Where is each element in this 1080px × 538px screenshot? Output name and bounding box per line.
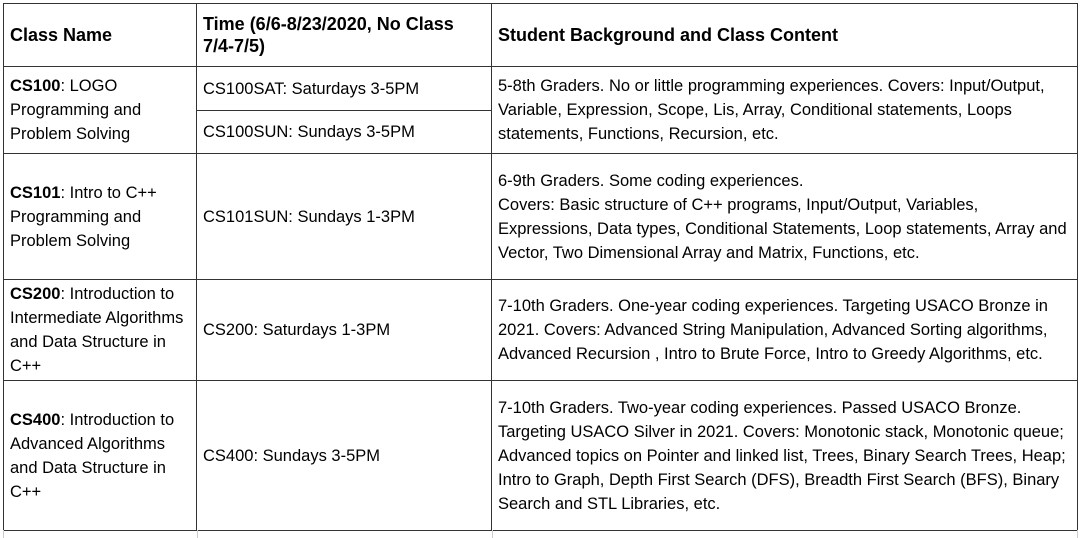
time-cell: CS100SUN: Sundays 3-5PM: [197, 111, 492, 154]
class-code: CS100: [10, 77, 61, 95]
class-code: CS101: [10, 183, 61, 202]
time-cell: CS400: Sundays 3-5PM: [197, 381, 492, 531]
content-cell: 5-8th Graders. No or little programming experiences. Covers: Input/Output, Variable, Expression, Scope, Lis, Array, Conditional statements, Loops statements, Functions, Recursion, etc.: [492, 67, 1078, 154]
gridline: [3, 530, 4, 538]
time-cell: CS101SUN: Sundays 1-3PM: [197, 154, 492, 280]
content-cell: 7-10th Graders. Two-year coding experiences. Passed USACO Bronze. Targeting USACO Silver in 2021. Covers: Monotonic stack, Monotonic queue; Advanced topics on Pointer and linked list, Trees, Binary Search Trees, Heap; Intro to Graph, Depth First Search (DFS), Breadth First Search (BFS), Binary Search and STL Libraries, etc.: [492, 381, 1078, 531]
gridline: [1077, 530, 1078, 538]
class-title: : Intro to C++ Programming and Problem Solving: [10, 183, 157, 250]
time-cell: CS200: Saturdays 1-3PM: [197, 280, 492, 381]
header-row: [4, 4, 1078, 67]
header-class-name: Class Name: [4, 4, 197, 67]
gridline: [492, 530, 493, 538]
class-name-cell: [4, 280, 197, 381]
gridline: [197, 530, 198, 538]
class-title: : LOGO Programming and Problem Solving: [10, 77, 142, 143]
time-cell: CS100SAT: Saturdays 3-5PM: [197, 67, 492, 111]
content-cell: 6-9th Graders. Some coding experiences. Covers: Basic structure of C++ programs, Input/Output, Variables, Expressions, Data types, Conditional Statements, Loop statements, Array and Vector, Two Dimensional Array and Matrix, Functions, etc.: [492, 154, 1078, 280]
content-cell: 7-10th Graders. One-year coding experiences. Targeting USACO Bronze in 2021. Covers: Advanced String Manipulation, Advanced Sorting algorithms, Advanced Recursion , Intro to Brute Force, Intro to Greedy Algorithms, etc.: [492, 280, 1078, 381]
header-content: Student Background and Class Content: [492, 4, 1078, 67]
table-row-cs200: [4, 280, 1078, 381]
header-time: Time (6/6-8/23/2020, No Class 7/4-7/5): [197, 4, 492, 67]
table-row-cs400: [4, 381, 1078, 531]
class-name-cell: [4, 154, 197, 280]
class-name-cell: [4, 67, 197, 154]
class-title: : Introduction to Intermediate Algorithms and Data Structure in C++: [10, 285, 184, 375]
table-row-cs101: [4, 154, 1078, 280]
class-title: : Introduction to Advanced Algorithms and Data Structure in C++: [10, 410, 175, 501]
class-name-cell: [4, 381, 197, 531]
class-code: CS400: [10, 410, 61, 429]
table-row-cs100: [4, 67, 1078, 111]
class-schedule-table: [3, 3, 1078, 531]
class-code: CS200: [10, 285, 61, 303]
